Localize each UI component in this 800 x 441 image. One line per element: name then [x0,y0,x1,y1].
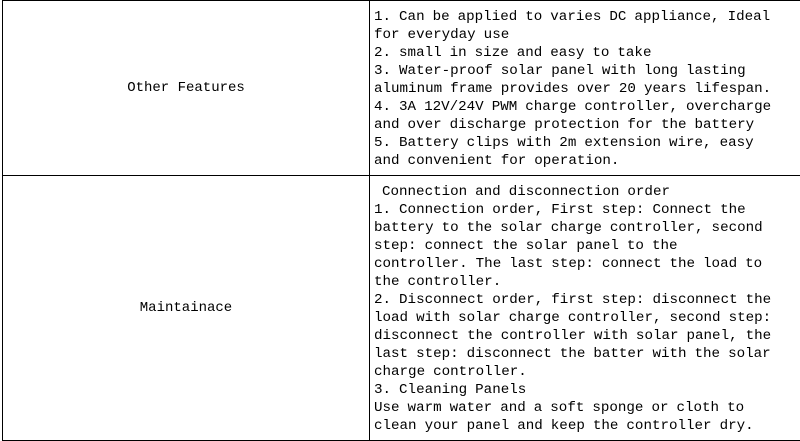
feature-line: 1. Can be applied to varies DC appliance, Ideal [374,8,800,26]
table-row-other-features [3,1,800,176]
maintenance-line: charge controller. [374,363,800,381]
maintenance-line: controller. The last step: connect the load to [374,255,800,273]
maintenance-line: clean your panel and keep the controller dry. [374,417,800,435]
row-label-other-features: Other Features [3,1,370,176]
maintenance-line: 3. Cleaning Panels [374,381,800,399]
feature-line: aluminum frame provides over 20 years lifespan. [374,80,800,98]
row-label-maintainace: Maintainace [3,176,370,441]
table-row-maintainace [3,176,800,441]
row-content-maintainace [370,176,800,441]
feature-line: and convenient for operation. [374,152,800,170]
maintenance-heading: Connection and disconnection order [374,183,800,201]
maintenance-line: load with solar charge controller, second step: [374,309,800,327]
spec-table [2,0,800,441]
feature-line: and over discharge protection for the battery [374,116,800,134]
feature-line: 5. Battery clips with 2m extension wire, easy [374,134,800,152]
maintenance-line: battery to the solar charge controller, second [374,219,800,237]
maintenance-line: disconnect the controller with solar panel, the [374,327,800,345]
feature-line: 4. 3A 12V/24V PWM charge controller, overcharge [374,98,800,116]
row-content-other-features [370,1,800,176]
maintenance-line: step: connect the solar panel to the [374,237,800,255]
maintenance-line: the controller. [374,273,800,291]
feature-line: 3. Water-proof solar panel with long lasting [374,62,800,80]
maintenance-line: Use warm water and a soft sponge or cloth to [374,399,800,417]
feature-line: for everyday use [374,26,800,44]
maintenance-line: last step: disconnect the batter with the solar [374,345,800,363]
maintenance-line: 2. Disconnect order, first step: disconnect the [374,291,800,309]
maintenance-line: 1. Connection order, First step: Connect the [374,201,800,219]
feature-line: 2. small in size and easy to take [374,44,800,62]
